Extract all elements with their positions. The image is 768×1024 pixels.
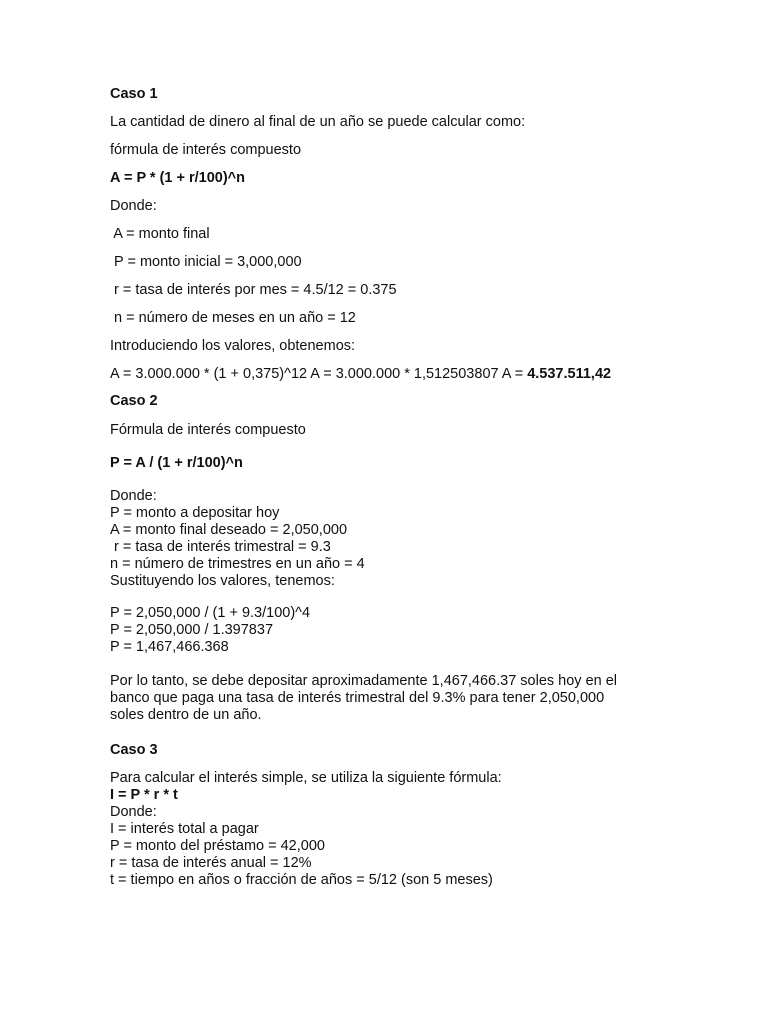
caso3-formula: I = P * r * t	[110, 787, 178, 803]
caso2-def-n: n = número de trimestres en un año = 4	[110, 556, 365, 572]
caso1-def-r: r = tasa de interés por mes = 4.5/12 = 0.375	[110, 282, 397, 298]
caso1-calc-text: A = 3.000.000 * (1 + 0,375)^12 A = 3.000.000 * 1,512503807 A =	[110, 366, 528, 382]
caso3-intro: Para calcular el interés simple, se utiliza la siguiente fórmula:	[110, 770, 502, 786]
caso1-intro: La cantidad de dinero al final de un año se puede calcular como:	[110, 114, 526, 130]
caso3-heading: Caso 3	[110, 742, 158, 758]
caso2-calc-1: P = 2,050,000 / (1 + 9.3/100)^4	[110, 605, 311, 621]
caso1-result: 4.537.511,42	[527, 366, 612, 382]
caso2-calc-2: P = 2,050,000 / 1.397837	[110, 622, 274, 638]
caso3-def-i: I = interés total a pagar	[110, 821, 259, 837]
caso1-formula: A = P * (1 + r/100)^n	[110, 170, 246, 186]
caso1-calculation	[110, 366, 611, 383]
caso1-formula-label: fórmula de interés compuesto	[110, 142, 302, 158]
caso2-conclusion-2: banco que paga una tasa de interés trimestral del 9.3% para tener 2,050,000	[110, 690, 605, 706]
caso2-def-r: r = tasa de interés trimestral = 9.3	[110, 539, 331, 555]
caso2-conclusion-1: Por lo tanto, se debe depositar aproximadamente 1,467,466.37 soles hoy en el	[110, 673, 618, 689]
caso3-donde: Donde:	[110, 804, 157, 820]
caso2-def-a: A = monto final deseado = 2,050,000	[110, 522, 348, 538]
caso1-def-p: P = monto inicial = 3,000,000	[110, 254, 302, 270]
caso1-heading: Caso 1	[110, 86, 158, 102]
caso2-conclusion-3: soles dentro de un año.	[110, 707, 262, 723]
caso1-donde: Donde:	[110, 198, 157, 214]
caso3-def-p: P = monto del préstamo = 42,000	[110, 838, 325, 854]
caso2-formula: P = A / (1 + r/100)^n	[110, 455, 243, 471]
caso1-def-a: A = monto final	[110, 226, 210, 242]
caso3-def-r: r = tasa de interés anual = 12%	[110, 855, 312, 871]
caso1-def-n: n = número de meses en un año = 12	[110, 310, 356, 326]
caso2-heading: Caso 2	[110, 393, 158, 409]
caso3-def-t: t = tiempo en años o fracción de años = 5/12 (son 5 meses)	[110, 872, 493, 888]
caso2-formula-label: Fórmula de interés compuesto	[110, 422, 306, 438]
caso2-sustituyendo: Sustituyendo los valores, tenemos:	[110, 573, 335, 589]
caso1-intro-values: Introduciendo los valores, obtenemos:	[110, 338, 356, 354]
caso2-def-p: P = monto a depositar hoy	[110, 505, 280, 521]
caso2-calc-3: P = 1,467,466.368	[110, 639, 229, 655]
caso2-donde: Donde:	[110, 488, 157, 504]
